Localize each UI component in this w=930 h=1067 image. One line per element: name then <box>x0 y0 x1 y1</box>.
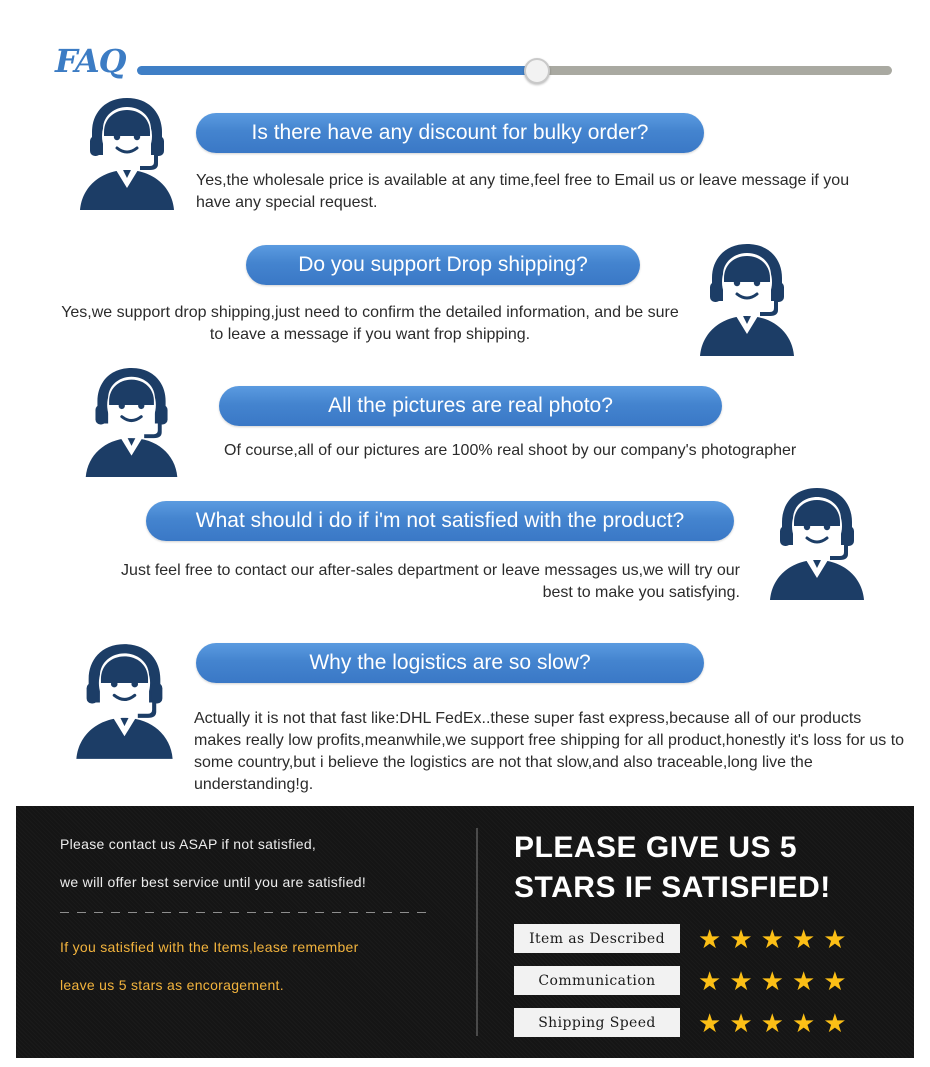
faq-answer-3: Of course,all of our pictures are 100% real shoot by our company's photographer <box>224 442 797 459</box>
star-icon: ★ <box>698 923 722 954</box>
star-icon: ★ <box>791 1007 816 1038</box>
support-agent-icon <box>66 638 184 766</box>
faq-answer-2: Yes,we support drop shipping,just need to confirm the detailed information, and be sure to leave a message if you want frop shipping. <box>61 304 679 343</box>
star-icon: ★ <box>823 1007 847 1038</box>
rating-label-communication: Communication <box>514 966 680 995</box>
star-icon: ★ <box>791 965 816 996</box>
banner-gold-line-1: If you satisfied with the Items,lease remember <box>60 939 359 955</box>
rating-row <box>514 924 904 953</box>
header-slider-knob[interactable] <box>524 58 550 84</box>
faq-answer-5: Actually it is not that fast like:DHL FedEx..these super fast express,because all of our products makes really low profits,meanwhile,we support free shipping for all product,honestly it's loss for us to some country,but i believe the logistics are not that slow,and also traceable,long live the understanding!g. <box>194 710 905 793</box>
faq-answer-4: Just feel free to contact our after-sales department or leave messages us,we will try our best to make you satisfying. <box>121 562 740 601</box>
rating-rows <box>514 924 904 1037</box>
support-agent-icon <box>760 482 875 607</box>
faq-question-5[interactable]: Why the logistics are so slow? <box>196 643 704 683</box>
banner-left-column <box>60 836 460 1015</box>
banner-gold-line-2: leave us 5 stars as encoragement. <box>60 977 284 993</box>
star-icon: ★ <box>729 965 753 996</box>
star-icon: ★ <box>823 923 847 954</box>
rating-label-shipping-speed: Shipping Speed <box>514 1008 680 1037</box>
banner-title-line-1: PLEASE GIVE US 5 <box>514 831 798 864</box>
support-agent-icon <box>70 92 185 217</box>
star-icon: ★ <box>760 965 784 996</box>
banner-title-line-2: STARS IF SATISFIED! <box>514 871 831 904</box>
star-icon: ★ <box>760 923 784 954</box>
rating-stars-shipping-speed <box>698 1007 847 1038</box>
star-icon: ★ <box>698 1007 722 1038</box>
rating-label-item-as-described: Item as Described <box>514 924 680 953</box>
banner-line-2: we will offer best service until you are satisfied! <box>60 874 367 890</box>
page-title: FAQ <box>55 42 126 80</box>
banner-line-1: Please contact us ASAP if not satisfied, <box>60 836 317 852</box>
satisfaction-banner <box>16 806 914 1058</box>
header-slider-track[interactable] <box>137 66 892 75</box>
faq-question-4[interactable]: What should i do if i'm not satisfied with the product? <box>146 501 734 541</box>
faq-question-2[interactable]: Do you support Drop shipping? <box>246 245 640 285</box>
support-agent-icon <box>76 362 188 484</box>
star-icon: ★ <box>823 965 847 996</box>
support-agent-icon <box>690 238 805 363</box>
faq-question-3[interactable]: All the pictures are real photo? <box>219 386 722 426</box>
rating-stars-communication <box>698 965 847 996</box>
faq-question-1[interactable]: Is there have any discount for bulky order? <box>196 113 704 153</box>
rating-row <box>514 966 904 995</box>
faq-answer-1: Yes,the wholesale price is available at any time,feel free to Email us or leave message if you have any special request. <box>196 172 850 211</box>
star-icon: ★ <box>729 1007 753 1038</box>
banner-divider <box>476 828 478 1036</box>
faq-header <box>0 18 930 78</box>
star-icon: ★ <box>760 1007 784 1038</box>
banner-dashed-separator <box>60 912 434 913</box>
star-icon: ★ <box>729 923 753 954</box>
star-icon: ★ <box>791 923 816 954</box>
banner-right-column <box>514 828 904 1050</box>
star-icon: ★ <box>698 965 722 996</box>
rating-row <box>514 1008 904 1037</box>
rating-stars-item-as-described <box>698 923 847 954</box>
